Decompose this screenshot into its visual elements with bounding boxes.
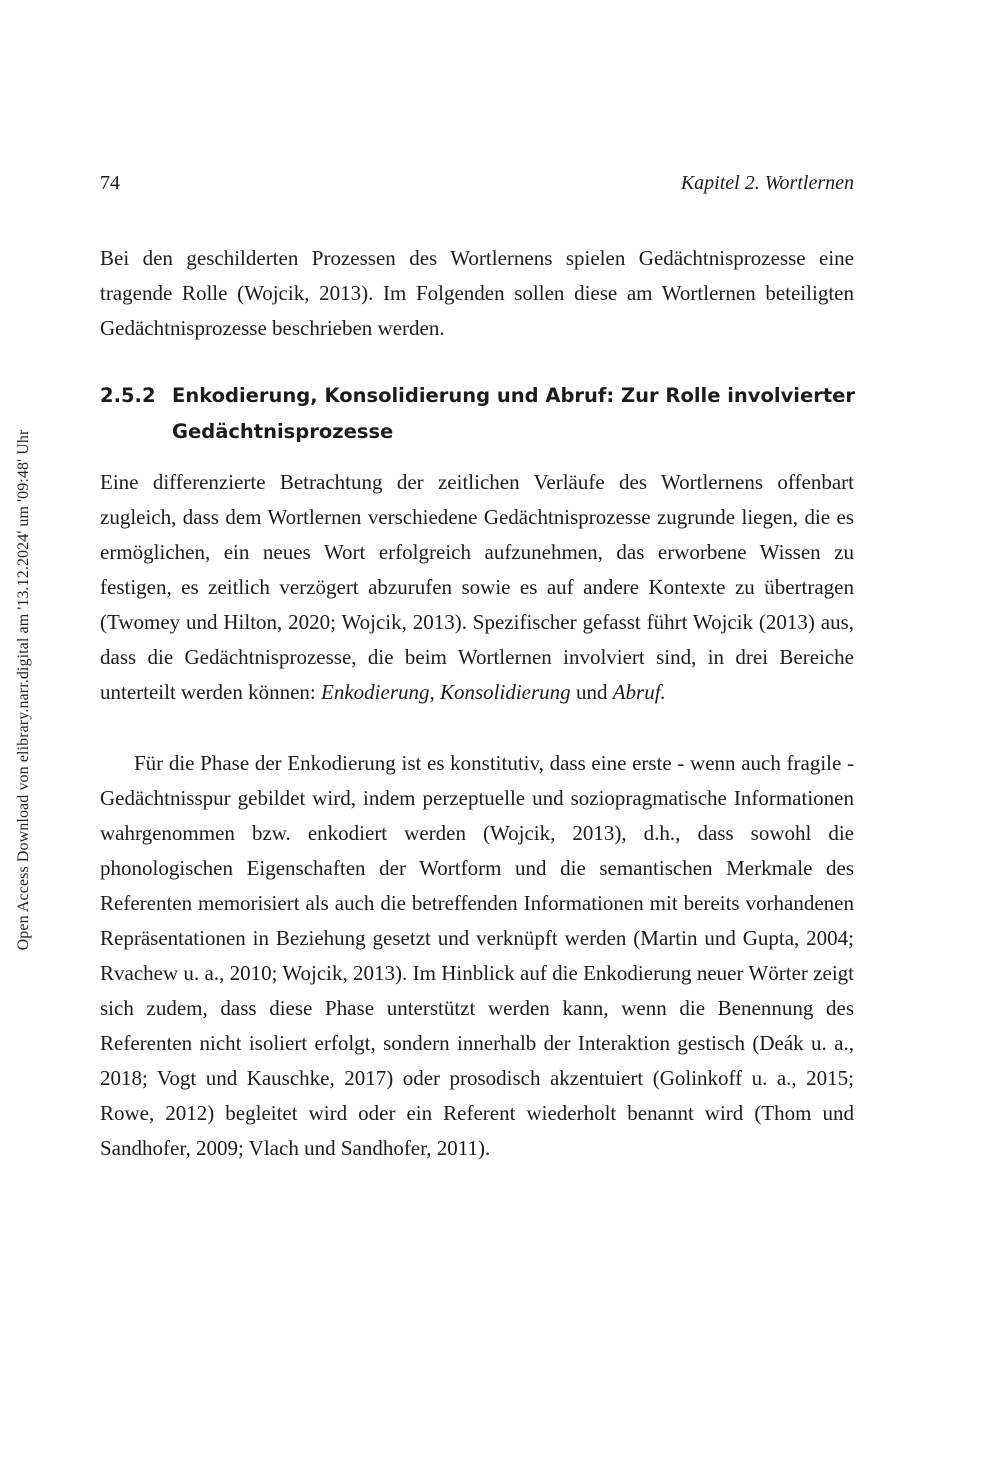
running-title: Kapitel 2. Wortlernen (680, 172, 854, 194)
term-konsolidierung: Konsolidierung (440, 680, 571, 704)
paragraph-2: Für die Phase der Enkodierung ist es konstitutiv, dass eine erste - wenn auch fragile - Gedächtnisspur gebildet wird, indem perzeptuelle und soziopragmatische Informationen wahrgenommen bzw. enkodiert werden (Wojcik, 2013), d.h., dass sowohl die phonologischen Eigenschaften der Wortform und die semantischen Merkmale des Referenten memorisiert als auch die betreffenden Informationen mit bereits vorhandenen Repräsentationen in Beziehung gesetzt und verknüpft werden (Martin und Gupta, 2004; Rvachew u. a., 2010; Wojcik, 2013). Im Hinblick auf die Enkodierung neuer Wörter zeigt sich zudem, dass diese Phase unterstützt werden kann, wenn die Benennung des Referenten nicht isoliert erfolgt, sondern innerhalb der Interaktion gestisch (Deák u. a., 2018; Vogt und Kauschke, 2017) oder prosodisch akzentuiert (Golinkoff u. a., 2015; Rowe, 2012) begleitet wird oder ein Referent wiederholt benannt wird (Thom und Sandhofer, 2009; Vlach und Sandhofer, 2011). (100, 751, 854, 1160)
page-number: 74 (100, 172, 120, 194)
section-number: 2.5.2 (100, 384, 156, 407)
running-head (100, 168, 854, 198)
section-title: Enkodierung, Konsolidierung und Abruf: Zur Rolle involvierter Gedächtnisprozesse (172, 384, 855, 443)
intro-paragraph: Bei den geschilderten Prozessen des Wortlernens spielen Gedächtnisprozesse eine tragende Rolle (Wojcik, 2013). Im Folgenden sollen diese am Wortlernen beteiligten Gedächtnisprozesse beschrieben werden. (100, 246, 854, 340)
term-enkodierung: Enkodierung, (321, 680, 435, 704)
paragraph-1-text: Eine differenzierte Betrachtung der zeitlichen Verläufe des Wortlernens offenbart zugleich, dass dem Wortlernen verschiedene Gedächtnisprozesse zugrunde liegen, die es ermöglichen, ein neues Wort erfolgreich aufzunehmen, das erworbene Wissen zu festigen, es zeitlich verzögert abzurufen sowie es auf andere Kontexte zu übertragen (Twomey und Hilton, 2020; Wojcik, 2013). Spezifischer gefasst führt Wojcik (2013) aus, dass die Gedächtnisprozesse, die beim Wortlernen involviert sind, in drei Bereiche unterteilt werden können: (100, 470, 854, 704)
download-watermark: Open Access Download von elibrary.narr.digital am '13.12.2024' um '09:48' Uhr (15, 429, 32, 951)
term-abruf: Abruf. (612, 680, 666, 704)
term-connector: und (570, 680, 613, 704)
paragraph-1 (100, 465, 854, 710)
